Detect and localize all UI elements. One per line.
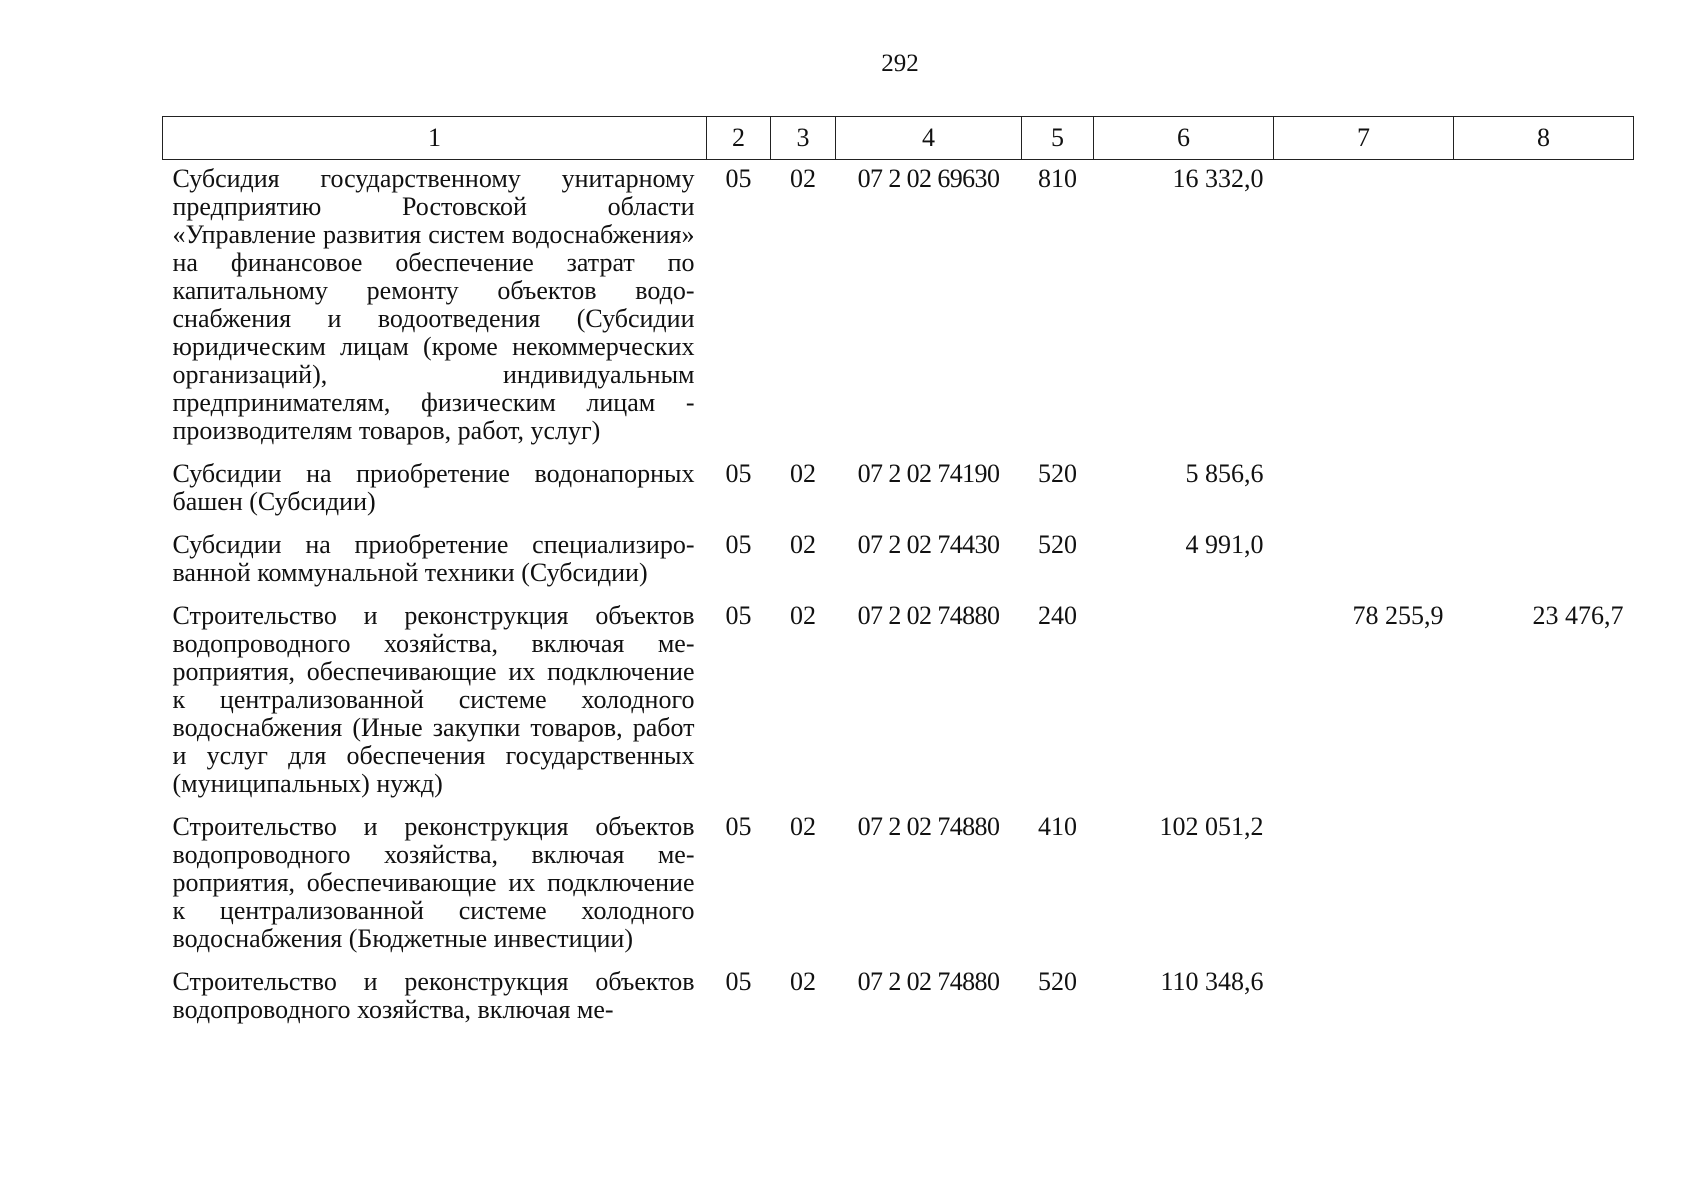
row-description: Субсидии на приобретение специализированной коммунальной техники (Субсидии)	[172, 530, 695, 587]
row-col8-amount	[1454, 962, 1634, 1033]
table-row	[163, 962, 1634, 1033]
row-target-article: 07 2 02 74880	[857, 967, 1000, 996]
page-number: 292	[881, 50, 919, 77]
header-col-2: 2	[707, 117, 771, 160]
row-section: 05	[725, 967, 752, 996]
header-col-7: 7	[1274, 117, 1454, 160]
header-col-8: 8	[1454, 117, 1634, 160]
header-row	[163, 117, 1634, 160]
row-target-article: 07 2 02 69630	[857, 164, 1000, 193]
table-row	[163, 807, 1634, 962]
row-expense-type: 520	[1038, 530, 1077, 559]
table-row	[163, 525, 1634, 596]
row-target-article: 07 2 02 74880	[857, 812, 1000, 841]
table-row	[163, 596, 1634, 807]
row-subsection: 02	[790, 967, 816, 996]
row-col8-amount	[1454, 454, 1634, 525]
header-col-4: 4	[836, 117, 1022, 160]
row-col6-amount: 5 856,6	[1185, 459, 1264, 488]
row-col7-amount: 78 255,9	[1352, 601, 1444, 630]
row-target-article: 07 2 02 74430	[857, 530, 1000, 559]
table-row	[163, 160, 1634, 455]
row-section: 05	[725, 601, 752, 630]
row-section: 05	[725, 812, 752, 841]
row-subsection: 02	[790, 530, 816, 559]
header-col-1: 1	[163, 117, 707, 160]
row-target-article: 07 2 02 74190	[857, 459, 1000, 488]
table-body	[163, 160, 1634, 1034]
row-description: Субсидии на приобретение водонапорных башен (Субсидии)	[172, 459, 695, 516]
row-col8-amount	[1454, 525, 1634, 596]
row-expense-type: 410	[1038, 812, 1077, 841]
table-header	[163, 117, 1634, 160]
row-col6-amount: 102 051,2	[1159, 812, 1264, 841]
row-expense-type: 240	[1038, 601, 1077, 630]
header-col-6: 6	[1094, 117, 1274, 160]
row-section: 05	[725, 530, 752, 559]
row-col8-amount	[1454, 160, 1634, 455]
row-subsection: 02	[790, 601, 816, 630]
table-row	[163, 454, 1634, 525]
row-col7-amount	[1274, 807, 1454, 962]
row-description: Строительство и реконструкция объектов водопроводного хозяйства, включая мероприятия, обеспечивающие их подключение к централизованной системе холодного водоснабжения (Иные закупки товаров, работ и услуг для обеспечения государственных (муниципальных) нужд)	[172, 601, 695, 798]
row-expense-type: 520	[1038, 459, 1077, 488]
row-col7-amount	[1274, 454, 1454, 525]
row-subsection: 02	[790, 812, 816, 841]
header-col-5: 5	[1022, 117, 1094, 160]
row-description: Строительство и реконструкция объектов водопроводного хозяйства, включая мероприятия, обеспечивающие их подключение к централизованной системе холодного водоснабжения (Бюджетные инвестиции)	[172, 812, 695, 953]
row-col6-amount	[1094, 596, 1274, 807]
row-col7-amount	[1274, 525, 1454, 596]
row-section: 05	[725, 164, 752, 193]
row-section: 05	[725, 459, 752, 488]
row-col7-amount	[1274, 962, 1454, 1033]
row-col6-amount: 4 991,0	[1185, 530, 1264, 559]
row-subsection: 02	[790, 164, 816, 193]
row-expense-type: 810	[1038, 164, 1077, 193]
row-col6-amount: 16 332,0	[1172, 164, 1264, 193]
row-description: Строительство и реконструкция объектов водопроводного хозяйства, включая ме-	[172, 967, 695, 1024]
header-col-3: 3	[771, 117, 836, 160]
row-col6-amount: 110 348,6	[1160, 967, 1264, 996]
row-expense-type: 520	[1038, 967, 1077, 996]
budget-table	[162, 116, 1634, 1033]
row-col8-amount: 23 476,7	[1532, 601, 1624, 630]
row-col7-amount	[1274, 160, 1454, 455]
row-col8-amount	[1454, 807, 1634, 962]
row-subsection: 02	[790, 459, 816, 488]
row-target-article: 07 2 02 74880	[857, 601, 1000, 630]
row-description: Субсидия государственному унитарному предприятию Ростовской области «Управление развития систем водоснабжения» на финансовое обеспечение затрат по капитальному ремонту объектов водоснабжения и водоотведения (Субсидии юридическим лицам (кроме некоммерческих организаций), индивидуальным предпринимателям, физическим лицам - производителям товаров, работ, услуг)	[172, 164, 695, 445]
